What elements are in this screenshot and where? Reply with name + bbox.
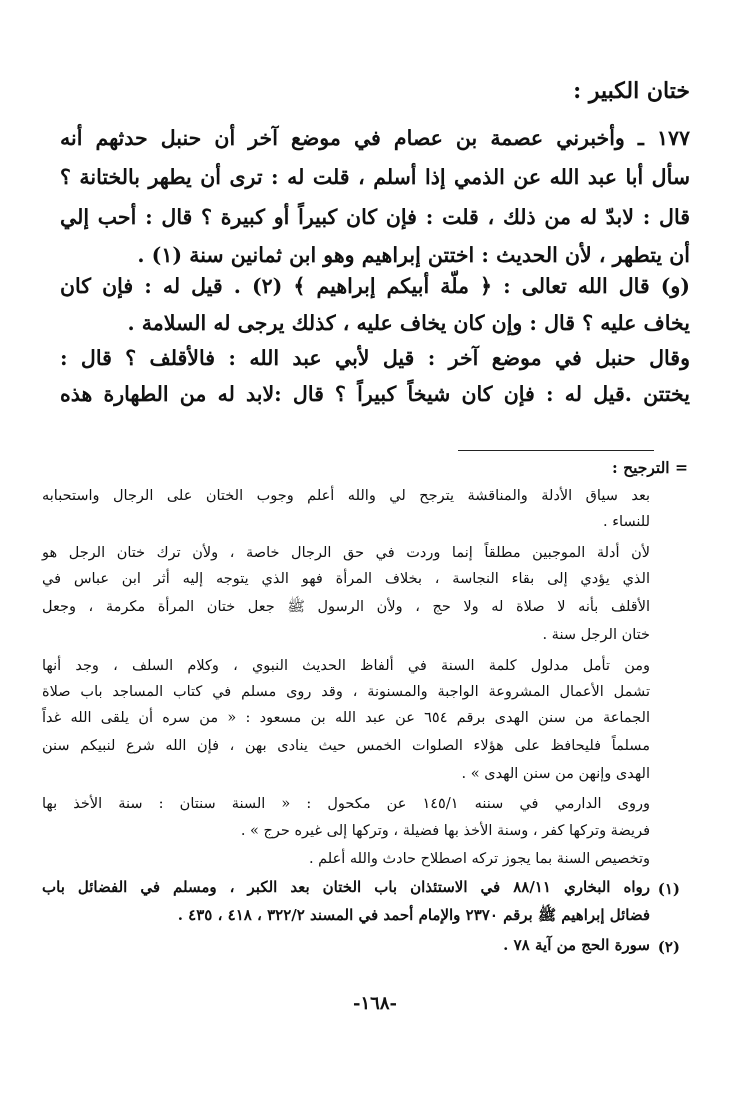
footnote-divider	[458, 450, 654, 451]
footnote-line: وتخصيص السنة بما يجوز تركه اصطلاح حادث والله أعلم .	[308, 851, 650, 867]
footnote-line: وروى الدارمي في سننه ١٤٥/١ عن مكحول : « السنة سنتان : سنة الأخذ بها	[42, 796, 650, 812]
footnote-line: فضائل إبراهيم ﷺ برقم ٢٣٧٠ والإمام أحمد في المسند ٣٢٢/٢ ، ٤١٨ ، ٤٣٥ .	[177, 906, 650, 924]
main-text-line: قال : لابدّ له من ذلك ، قلت : فإن كان كبيراً أو كبيرة ؟ قال : أحب إلي	[60, 205, 690, 229]
main-text-line: (و) قال الله تعالى : ﴿ ملّة أبيكم إبراهيم ﴾ (٢) . قيل له : فإن كان	[60, 274, 691, 298]
footnote-line: الهدى وإنهن من سنن الهدى » .	[461, 766, 650, 782]
footnote-line: رواه البخاري ٨٨/١١ في الاستئذان باب الختان بعد الكبر ، ومسلم في الفضائل باب	[42, 878, 650, 896]
footnote-line: لأن أدلة الموجبين مطلقاً إنما وردت في حق الرجال خاصة ، ولأن ترك ختان الرجل هو	[42, 545, 650, 561]
main-text-line: يختتن .قيل له : فإن كان شيخاً كبيراً ؟ قال :لابد له من الطهارة هذه	[60, 382, 690, 406]
footnote-line: الجماعة من سنن الهدى برقم ٦٥٤ عن عبد الله بن مسعود : « من سره أن يلقى الله غداً	[42, 710, 650, 726]
main-text-line: أن يتطهر ، لأن الحديث : اختتن إبراهيم وهو ابن ثمانين سنة (١) .	[137, 243, 690, 267]
main-text-line: سأل أبا عبد الله عن الذمي إذا أسلم ، قلت له : ترى أن يطهر بالختانة ؟	[60, 165, 690, 189]
page-number: -١٦٨-	[353, 993, 397, 1014]
footnote-line: الأقلف بأنه لا صلاة له ولا حج ، ولأن الرسول ﷺ جعل ختان المرأة مكرمة ، وجعل	[42, 599, 650, 615]
main-text-line: ١٧٧ ـ وأخبرني عصمة بن عصام في موضع آخر أن حنبل حدثهم أنه	[60, 126, 690, 150]
section-heading: ختان الكبير :	[573, 78, 690, 104]
footnote-number: (١)	[657, 880, 680, 898]
footnote-line: للنساء .	[603, 514, 650, 530]
footnote-number: (٢)	[657, 938, 680, 956]
main-text-line: وقال حنبل في موضع آخر : قيل لأبي عبد الله : فالأقلف ؟ قال :	[60, 346, 690, 370]
footnote-line: مسلماً فليحافظ على هؤلاء الصلوات الخمس حيث ينادى بهن ، فإن الله شرع لنبيكم سنن	[42, 738, 650, 754]
footnote-line: بعد سياق الأدلة والمناقشة يترجح لي والله أعلم وجوب الختان على الرجال واستحبابه	[42, 488, 650, 504]
main-text-line: يخاف عليه ؟ قال : وإن كان يخاف عليه ، كذلك يرجى له السلامة .	[127, 311, 690, 335]
footnote-line: سورة الحج من آية ٧٨ .	[503, 936, 650, 954]
footnote-line: الذي يؤدي إلى بقاء النجاسة ، بخلاف المرأة فهو الذي يتوجه إليه أثر ابن عباس في	[42, 571, 650, 587]
footnote-heading: = الترجيح :	[611, 458, 688, 477]
footnote-line: تشمل الأعمال المشروعة الواجبة والمسنونة ، وقد روى مسلم في كتاب المساجد باب صلاة	[42, 684, 650, 700]
footnote-line: ختان الرجل سنة .	[542, 627, 650, 643]
footnote-line: فريضة وتركها كفر ، وسنة الأخذ بها فضيلة ، وتركها إلى غيره حرج » .	[240, 823, 650, 839]
footnote-line: ومن تأمل مدلول كلمة السنة في ألفاظ الحديث النبوي ، وكلام السلف ، وجد أنها	[42, 658, 650, 674]
